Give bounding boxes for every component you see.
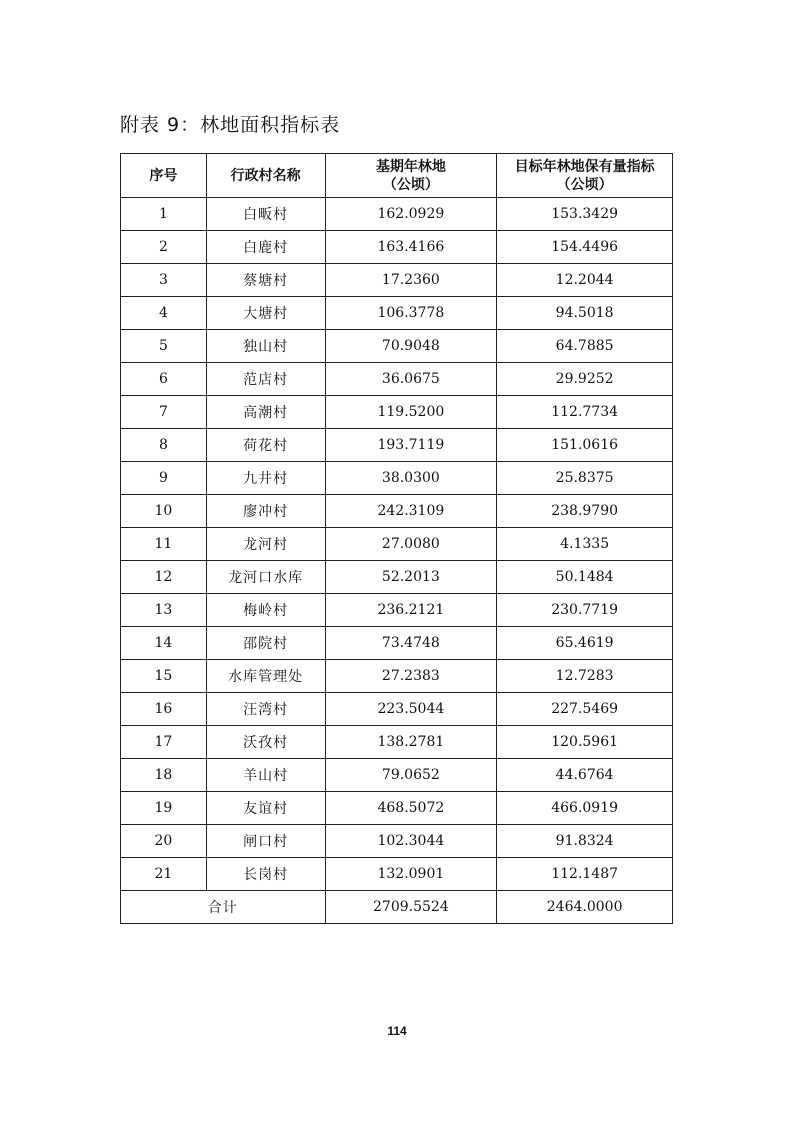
base-year-value-cell: 163.4166	[325, 231, 497, 264]
village-name-cell: 蔡塘村	[206, 264, 325, 297]
base-year-value-cell: 468.5072	[325, 792, 497, 825]
target-year-value-cell: 154.4496	[497, 231, 673, 264]
target-year-value-cell: 12.7283	[497, 660, 673, 693]
total-target-value: 2464.0000	[497, 891, 673, 924]
header-base-year-forest	[325, 154, 497, 198]
village-name-cell: 白鹿村	[206, 231, 325, 264]
serial-cell: 9	[121, 462, 207, 495]
village-name-cell: 羊山村	[206, 759, 325, 792]
base-year-value-cell: 242.3109	[325, 495, 497, 528]
table-row	[121, 561, 673, 594]
page-number: 114	[387, 1024, 407, 1038]
serial-cell: 19	[121, 792, 207, 825]
target-year-value-cell: 91.8324	[497, 825, 673, 858]
target-year-value-cell: 65.4619	[497, 627, 673, 660]
village-name-cell: 闸口村	[206, 825, 325, 858]
forest-area-table	[120, 153, 673, 924]
village-name-cell: 梅岭村	[206, 594, 325, 627]
target-year-value-cell: 44.6764	[497, 759, 673, 792]
serial-cell: 6	[121, 363, 207, 396]
village-name-cell: 龙河村	[206, 528, 325, 561]
target-year-value-cell: 64.7885	[497, 330, 673, 363]
base-year-value-cell: 70.9048	[325, 330, 497, 363]
village-name-cell: 汪湾村	[206, 693, 325, 726]
village-name-cell: 邵院村	[206, 627, 325, 660]
header-serial-number: 序号	[121, 154, 207, 198]
target-year-value-cell: 466.0919	[497, 792, 673, 825]
serial-cell: 2	[121, 231, 207, 264]
serial-cell: 8	[121, 429, 207, 462]
village-name-cell: 独山村	[206, 330, 325, 363]
village-name-cell: 大塘村	[206, 297, 325, 330]
table-row	[121, 330, 673, 363]
table-row	[121, 396, 673, 429]
table-row	[121, 825, 673, 858]
table-row	[121, 594, 673, 627]
table-row	[121, 462, 673, 495]
table-row	[121, 792, 673, 825]
base-year-value-cell: 17.2360	[325, 264, 497, 297]
table-row	[121, 297, 673, 330]
serial-cell: 14	[121, 627, 207, 660]
target-year-value-cell: 112.7734	[497, 396, 673, 429]
base-year-value-cell: 236.2121	[325, 594, 497, 627]
serial-cell: 16	[121, 693, 207, 726]
header-target-year-unit: （公顷）	[556, 176, 613, 193]
serial-cell: 4	[121, 297, 207, 330]
page-title: 附表 9：林地面积指标表	[120, 114, 341, 136]
base-year-value-cell: 36.0675	[325, 363, 497, 396]
table-body	[121, 198, 673, 891]
table-row	[121, 660, 673, 693]
base-year-value-cell: 102.3044	[325, 825, 497, 858]
base-year-value-cell: 27.0080	[325, 528, 497, 561]
base-year-value-cell: 223.5044	[325, 693, 497, 726]
table-row	[121, 693, 673, 726]
serial-cell: 21	[121, 858, 207, 891]
village-name-cell: 范店村	[206, 363, 325, 396]
table-row	[121, 858, 673, 891]
base-year-value-cell: 132.0901	[325, 858, 497, 891]
target-year-value-cell: 227.5469	[497, 693, 673, 726]
village-name-cell: 水库管理处	[206, 660, 325, 693]
target-year-value-cell: 120.5961	[497, 726, 673, 759]
table-row	[121, 429, 673, 462]
serial-cell: 7	[121, 396, 207, 429]
base-year-value-cell: 73.4748	[325, 627, 497, 660]
table-row	[121, 528, 673, 561]
base-year-value-cell: 38.0300	[325, 462, 497, 495]
serial-cell: 11	[121, 528, 207, 561]
village-name-cell: 荷花村	[206, 429, 325, 462]
header-target-year-forest	[497, 154, 673, 198]
total-label: 合计	[121, 891, 326, 924]
target-year-value-cell: 12.2044	[497, 264, 673, 297]
target-year-value-cell: 153.3429	[497, 198, 673, 231]
target-year-value-cell: 112.1487	[497, 858, 673, 891]
village-name-cell: 龙河口水库	[206, 561, 325, 594]
serial-cell: 13	[121, 594, 207, 627]
village-name-cell: 九井村	[206, 462, 325, 495]
table-row	[121, 726, 673, 759]
serial-cell: 17	[121, 726, 207, 759]
target-year-value-cell: 151.0616	[497, 429, 673, 462]
serial-cell: 20	[121, 825, 207, 858]
serial-cell: 15	[121, 660, 207, 693]
serial-cell: 5	[121, 330, 207, 363]
table-row	[121, 495, 673, 528]
target-year-value-cell: 4.1335	[497, 528, 673, 561]
base-year-value-cell: 138.2781	[325, 726, 497, 759]
village-name-cell: 白畈村	[206, 198, 325, 231]
base-year-value-cell: 119.5200	[325, 396, 497, 429]
village-name-cell: 长岗村	[206, 858, 325, 891]
total-row	[121, 891, 673, 924]
base-year-value-cell: 106.3778	[325, 297, 497, 330]
target-year-value-cell: 230.7719	[497, 594, 673, 627]
total-base-value: 2709.5524	[325, 891, 497, 924]
base-year-value-cell: 193.7119	[325, 429, 497, 462]
base-year-value-cell: 27.2383	[325, 660, 497, 693]
table-row	[121, 231, 673, 264]
table-row	[121, 627, 673, 660]
serial-cell: 12	[121, 561, 207, 594]
village-name-cell: 沃孜村	[206, 726, 325, 759]
header-target-year-line1: 目标年林地保有量指标	[514, 158, 655, 175]
target-year-value-cell: 25.8375	[497, 462, 673, 495]
table-row	[121, 264, 673, 297]
target-year-value-cell: 238.9790	[497, 495, 673, 528]
serial-cell: 10	[121, 495, 207, 528]
target-year-value-cell: 94.5018	[497, 297, 673, 330]
header-village-name: 行政村名称	[206, 154, 325, 198]
header-base-year-unit: （公顷）	[382, 176, 439, 193]
village-name-cell: 友谊村	[206, 792, 325, 825]
serial-cell: 3	[121, 264, 207, 297]
base-year-value-cell: 79.0652	[325, 759, 497, 792]
target-year-value-cell: 29.9252	[497, 363, 673, 396]
table-row	[121, 363, 673, 396]
serial-cell: 18	[121, 759, 207, 792]
village-name-cell: 廖冲村	[206, 495, 325, 528]
header-base-year-line1: 基期年林地	[375, 158, 446, 175]
base-year-value-cell: 162.0929	[325, 198, 497, 231]
table-header-row	[121, 154, 673, 198]
table-row	[121, 198, 673, 231]
target-year-value-cell: 50.1484	[497, 561, 673, 594]
serial-cell: 1	[121, 198, 207, 231]
village-name-cell: 高潮村	[206, 396, 325, 429]
base-year-value-cell: 52.2013	[325, 561, 497, 594]
table-row	[121, 759, 673, 792]
